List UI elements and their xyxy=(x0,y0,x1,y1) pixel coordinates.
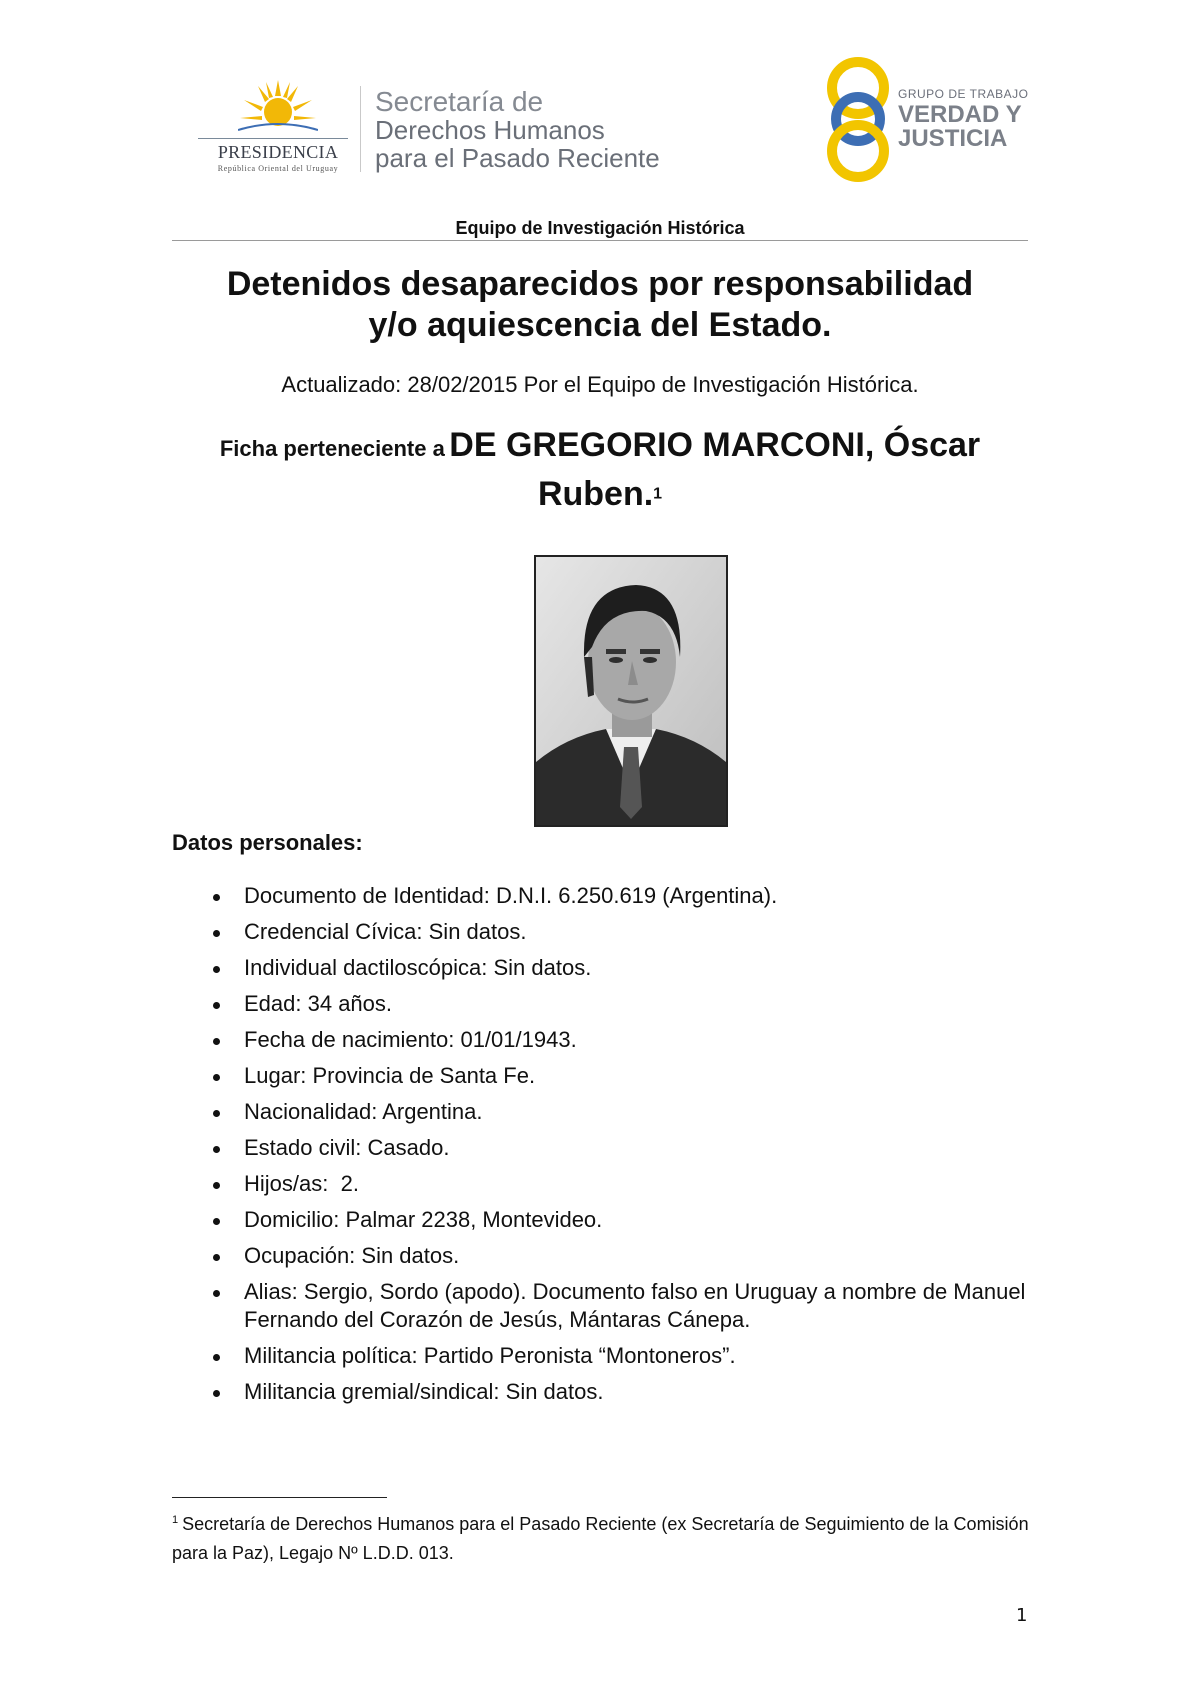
bullet-icon xyxy=(213,1038,220,1045)
list-item-text: Ocupación: Sin datos. xyxy=(244,1243,460,1268)
bullet-icon xyxy=(213,1002,220,1009)
list-item xyxy=(172,1378,1032,1406)
bullet-icon xyxy=(213,1110,220,1117)
list-item xyxy=(172,882,1032,910)
sun-emblem-icon xyxy=(238,78,318,138)
list-item-text: Credencial Cívica: Sin datos. xyxy=(244,919,527,944)
logo-divider xyxy=(360,86,361,172)
list-item-text: Militancia gremial/sindical: Sin datos. xyxy=(244,1379,604,1404)
list-item xyxy=(172,954,1032,982)
portrait-photo xyxy=(534,555,728,827)
list-item-text: Edad: 34 años. xyxy=(244,991,393,1016)
gtvj-verdad-label: VERDAD Y xyxy=(898,101,1022,128)
ficha-prefix: Ficha perteneciente a xyxy=(219,436,445,461)
list-item xyxy=(172,1062,1032,1090)
bullet-icon xyxy=(213,1218,220,1225)
footnote xyxy=(172,1506,1032,1568)
list-item xyxy=(172,1098,1032,1126)
person-name: DE GREGORIO MARCONI, Óscar Ruben. xyxy=(449,426,981,513)
list-item xyxy=(172,1170,1032,1198)
presidencia-wordmark: PRESIDENCIA xyxy=(217,142,339,162)
list-item xyxy=(172,1134,1032,1162)
bullet-icon xyxy=(213,1074,220,1081)
presidencia-logo xyxy=(198,78,358,178)
list-item xyxy=(172,990,1032,1018)
title-line-1: Detenidos desaparecidos por responsabilidad xyxy=(226,265,974,303)
footnote-mark: 1 xyxy=(172,1514,179,1526)
list-item xyxy=(172,1206,1032,1234)
bullet-icon xyxy=(213,1254,220,1261)
gtvj-justicia-label: JUSTICIA xyxy=(898,125,1008,152)
personal-data-heading: Datos personales: xyxy=(172,830,363,855)
page-title xyxy=(172,264,1028,346)
team-heading: Equipo de Investigación Histórica xyxy=(455,218,745,238)
list-item-text: Lugar: Provincia de Santa Fe. xyxy=(244,1063,536,1088)
list-item-text: Militancia política: Partido Peronista “Montoneros”. xyxy=(244,1343,736,1368)
bullet-icon xyxy=(213,1146,220,1153)
updated-line: Actualizado: 28/02/2015 Por el Equipo de Investigación Histórica. xyxy=(281,372,919,397)
list-item-text: Nacionalidad: Argentina. xyxy=(244,1099,483,1124)
list-item-text: Individual dactiloscópica: Sin datos. xyxy=(244,955,592,980)
list-item xyxy=(172,918,1032,946)
footnote-reference: 1 xyxy=(653,485,663,503)
secretaria-logo-text xyxy=(375,88,660,172)
bullet-icon xyxy=(213,1290,220,1297)
personal-data-list xyxy=(172,882,1032,1414)
page-number: 1 xyxy=(1016,1605,1028,1626)
list-item-text: Documento de Identidad: D.N.I. 6.250.619 (Argentina). xyxy=(244,883,778,908)
presidencia-rule xyxy=(198,138,348,139)
gtvj-small-label: GRUPO DE TRABAJO xyxy=(898,87,1029,101)
presidencia-subtitle: República Oriental del Uruguay xyxy=(217,164,339,173)
footnote-rule xyxy=(172,1497,387,1498)
list-item-text: Domicilio: Palmar 2238, Montevideo. xyxy=(244,1207,603,1232)
bullet-icon xyxy=(213,1354,220,1361)
ficha-line xyxy=(172,424,1028,522)
list-item xyxy=(172,1242,1032,1270)
list-item xyxy=(172,1026,1032,1054)
list-item xyxy=(172,1278,1032,1334)
bullet-icon xyxy=(213,1390,220,1397)
bullet-icon xyxy=(213,930,220,937)
interlinked-rings-icon xyxy=(820,55,896,183)
list-item-text: Hijos/as: 2. xyxy=(244,1171,359,1196)
bullet-icon xyxy=(213,894,220,901)
secretaria-line-1: Secretaría de xyxy=(375,86,544,117)
footnote-text: Secretaría de Derechos Humanos para el Pasado Reciente (ex Secretaría de Seguimiento de la Comisión para la Paz), Legajo Nº L.D.D. 013. xyxy=(172,1514,1029,1563)
list-item-text: Estado civil: Casado. xyxy=(244,1135,450,1160)
list-item xyxy=(172,1342,1032,1370)
verdad-justicia-logo xyxy=(820,55,1030,183)
list-item-text: Alias: Sergio, Sordo (apodo). Documento falso en Uruguay a nombre de Manuel Fernando del Corazón de Jesús, Mántaras Cánepa. xyxy=(244,1279,1026,1332)
secretaria-line-2: Derechos Humanos xyxy=(375,115,605,145)
header-rule xyxy=(172,240,1028,241)
list-item-text: Fecha de nacimiento: 01/01/1943. xyxy=(244,1027,577,1052)
bullet-icon xyxy=(213,1182,220,1189)
secretaria-line-3: para el Pasado Reciente xyxy=(375,143,660,173)
bullet-icon xyxy=(213,966,220,973)
title-line-2: y/o aquiescencia del Estado. xyxy=(368,306,832,344)
